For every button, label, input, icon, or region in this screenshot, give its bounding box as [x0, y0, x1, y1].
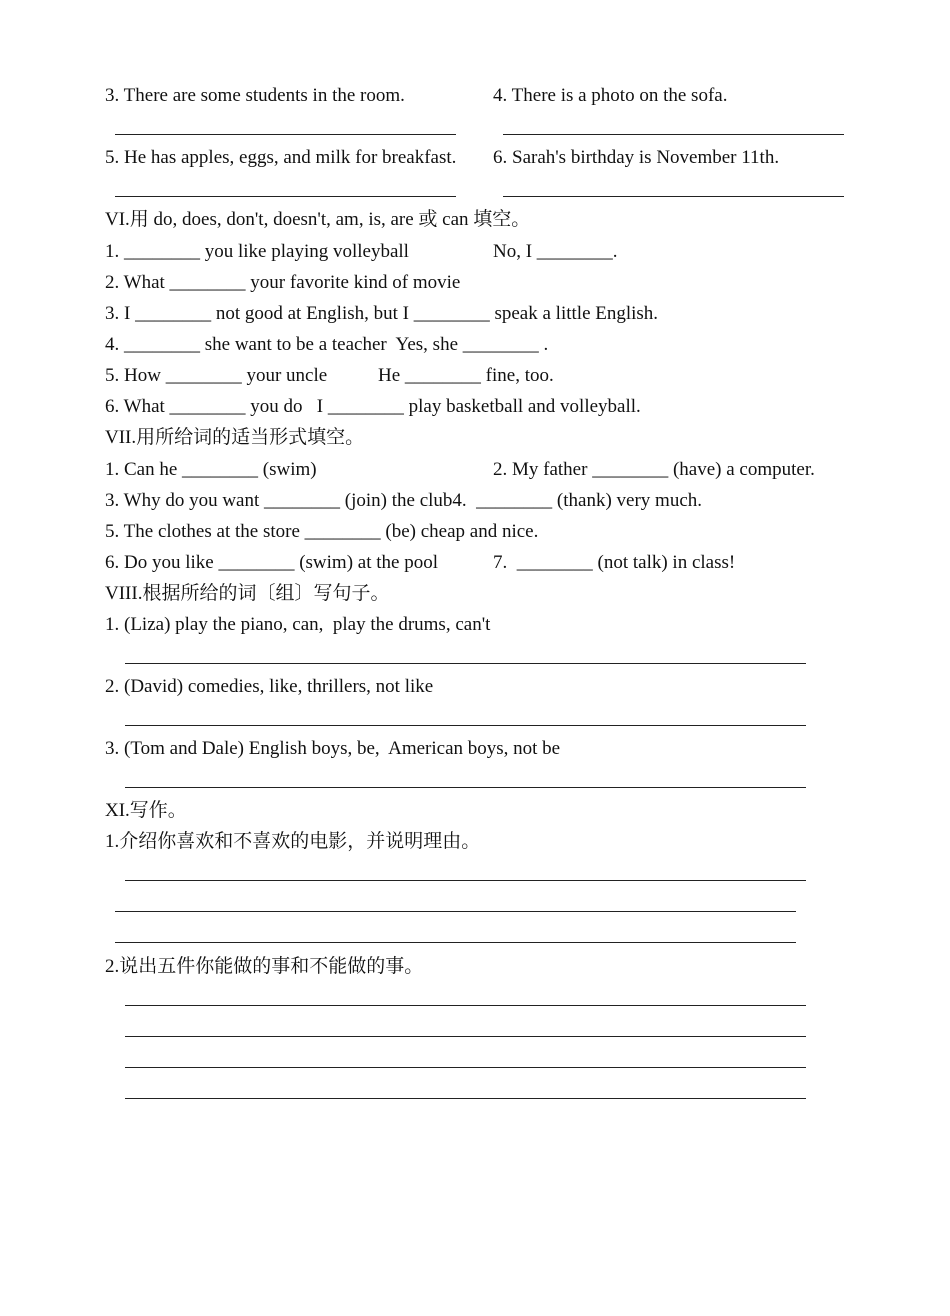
answer-line-5-6[interactable]	[503, 196, 844, 197]
question-5-6: 6. Sarah's birthday is November 11th.	[493, 147, 780, 168]
answer-line-5-3[interactable]	[115, 134, 456, 135]
question-6-1: 1. ________ you like playing volleyball	[105, 241, 409, 262]
question-7-1: 1. Can he ________ (swim)	[105, 459, 317, 480]
writing-line-2-1[interactable]	[125, 1005, 806, 1006]
section-7-title: VII.用所给词的适当形式填空。	[105, 427, 365, 448]
question-6-1-answer: No, I ________.	[493, 241, 618, 262]
question-6-6: 6. What ________ you do I ________ play basketball and volleyball.	[105, 396, 641, 417]
section-8-title: VIII.根据所给的词〔组〕写句子。	[105, 583, 390, 604]
question-8-1: 1. (Liza) play the piano, can, play the drums, can't	[105, 614, 491, 635]
question-7-2: 2. My father ________ (have) a computer.	[493, 459, 815, 480]
question-7-6: 6. Do you like ________ (swim) at the pool	[105, 552, 438, 573]
answer-line-5-4[interactable]	[503, 134, 844, 135]
question-6-5: 5. How ________ your uncle	[105, 365, 328, 386]
writing-line-2-4[interactable]	[125, 1098, 806, 1099]
question-8-2: 2. (David) comedies, like, thrillers, not like	[105, 676, 434, 697]
section-9-title: XI.写作。	[105, 800, 187, 821]
question-7-7: 7. ________ (not talk) in class!	[493, 552, 736, 573]
question-5-3: 3. There are some students in the room.	[105, 85, 405, 106]
writing-line-1-2[interactable]	[115, 911, 796, 912]
writing-line-2-3[interactable]	[125, 1067, 806, 1068]
writing-task-2: 2.说出五件你能做的事和不能做的事。	[105, 956, 424, 977]
question-7-5: 5. The clothes at the store ________ (be) cheap and nice.	[105, 521, 539, 542]
question-5-4: 4. There is a photo on the sofa.	[493, 85, 728, 106]
answer-line-8-3[interactable]	[125, 787, 806, 788]
question-6-2: 2. What ________ your favorite kind of movie	[105, 272, 461, 293]
question-6-4: 4. ________ she want to be a teacher Yes, she ________ .	[105, 334, 549, 355]
question-8-3: 3. (Tom and Dale) English boys, be, American boys, not be	[105, 738, 561, 759]
writing-line-1-3[interactable]	[115, 942, 796, 943]
question-6-3: 3. I ________ not good at English, but I ________ speak a little English.	[105, 303, 659, 324]
question-5-5: 5. He has apples, eggs, and milk for breakfast.	[105, 147, 457, 168]
writing-task-1: 1.介绍你喜欢和不喜欢的电影，并说明理由。	[105, 831, 481, 852]
answer-line-8-2[interactable]	[125, 725, 806, 726]
writing-line-2-2[interactable]	[125, 1036, 806, 1037]
answer-line-8-1[interactable]	[125, 663, 806, 664]
answer-line-5-5[interactable]	[115, 196, 456, 197]
question-7-3-4: 3. Why do you want ________ (join) the club4. ________ (thank) very much.	[105, 490, 702, 511]
writing-line-1-1[interactable]	[125, 880, 806, 881]
question-6-5-answer: He ________ fine, too.	[378, 365, 554, 386]
section-6-title: VI.用 do, does, don't, doesn't, am, is, are 或 can 填空。	[105, 209, 531, 230]
